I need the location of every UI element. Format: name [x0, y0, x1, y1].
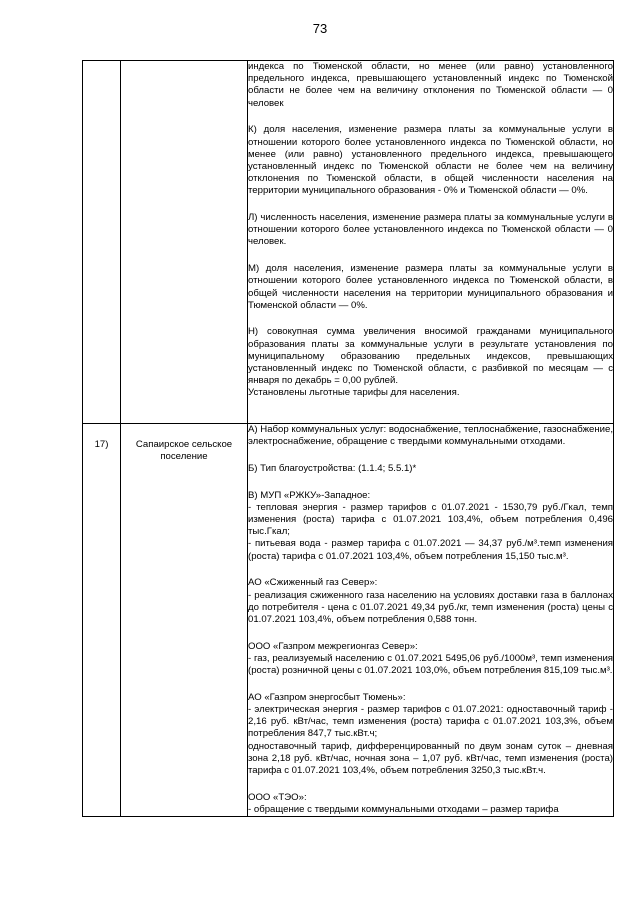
text-line: Б) Тип благоустройства: (1.1.4; 5.5.1)*: [248, 462, 417, 474]
text-line: - питьевая вода - размер тарифа с 01.07.2021 — 34,37 руб./м³.темп изменения (роста) тарифа с 01.07.2021 103,4%, объем потребления 15,150 тыс.м³.: [248, 538, 613, 562]
provider-block-rzhku: [248, 490, 613, 563]
text-line: - тепловая энергия - размер тарифов с 01.07.2021 - 1530,79 руб./Гкал, темп изменения (роста) тарифа с 01.07.2021 103,4%, объем потребления 0,496 тыс.Гкал;: [248, 501, 613, 538]
text-line: - обращение с твердыми коммунальными отходами – размер тарифа: [248, 803, 559, 815]
text-line: - электрическая энергия - размер тарифов с 01.07.2021: одноставочный тариф - 2,16 руб. кВт/час, темп изменения (роста) тарифа с 01.07.2021 103,3%, объем потребления 847,7 тыс.кВт.ч;: [248, 703, 613, 740]
text-line: - реализация сжиженного газа населению на условиях доставки газа в баллонах до потребителя - цена с 01.07.2021 49,34 руб./кг, темп изменения (роста) цены с 01.07.2021 103,4%, объем потребления 0,588 тонн.: [248, 589, 613, 625]
row-number: 17): [94, 439, 109, 450]
settlement-name: Сапаирское сельское поселение: [135, 439, 233, 463]
provider-name: АО «Сжиженный газ Север»:: [248, 577, 378, 589]
text-line: - газ, реализуемый населению с 01.07.2021 5495,06 руб./1000м³, темп изменения (роста) розничной цены с 01.07.2021 103,0%, объем потребления 815,109 тыс.м³.: [248, 652, 613, 677]
row-content-cell: [248, 424, 614, 817]
text-line: одноставочный тариф, дифференцированный по двум зонам суток – дневная зона 2,18 руб. кВт/час, ночная зона – 1,07 руб. кВт/час, темп изменения (роста) тарифа с 01.07.2021 103,4%, объем потребления 3250,3 тыс.кВт.ч.: [248, 740, 613, 776]
paragraph-m: М) доля населения, изменение размера платы за коммунальные услуги в отношении которого более установленного индекса по Тюменской области, в общей численности населения на территории муниципального образования и Тюменской области — 0%.: [248, 263, 613, 311]
settlement-name-cell: [121, 61, 248, 424]
table-row: [83, 61, 614, 424]
provider-block-electricity: [248, 692, 613, 777]
provider-block-lpg: [248, 577, 613, 626]
paragraph-l: Л) численность населения, изменение размера платы за коммунальные услуги в отношении которого более установленного индекса по Тюменской области — 0 человек.: [248, 212, 613, 248]
text-line: А) Набор коммунальных услуг: водоснабжение, теплоснабжение, газоснабжение, электроснабжение, обращение с твердыми коммунальными отходами.: [248, 424, 613, 448]
provider-name: ООО «Газпром межрегионгаз Север»:: [248, 640, 418, 652]
paragraph: индекса по Тюменской области, но менее (или равно) установленного предельного индекса, превышающего установленный индекс по Тюменской области не более чем на величину отклонения по Тюменской области — 0 человек: [248, 61, 613, 109]
provider-block-gas: [248, 641, 613, 678]
table-row: [83, 424, 614, 817]
benefit-tariffs-note: Установлены льготные тарифы для населения.: [248, 387, 460, 399]
services-set-block: [248, 424, 613, 448]
provider-name: АО «Газпром энергосбыт Тюмень»:: [248, 691, 406, 703]
row-content-cell: [248, 61, 614, 424]
provider-name: ООО «ТЭО»:: [248, 791, 307, 803]
paragraph-n: Н) совокупная сумма увеличения вносимой гражданами муниципального образования платы за коммунальные услуги в результате установления по муниципальному образованию предельных индексов, превышающих установленный индекс по Тюменской области, с разбивкой по месяцам — с января по декабрь = 0,00 рублей.: [248, 326, 613, 387]
settlement-name-cell: [121, 424, 248, 817]
row-number-cell: [83, 61, 121, 424]
row-number-cell: [83, 424, 121, 817]
paragraph-k: К) доля населения, изменение размера платы за коммунальные услуги в отношении которого более установленного индекса по Тюменской области, но менее (или равно) установленного предельного индекса, превышающего установленный индекс по Тюменской области не более чем на величину отклонения по Тюменской области, в общей численности населения на территории муниципального образования - 0% и Тюменской области — 0%.: [248, 124, 613, 197]
provider-name: В) МУП «РЖКУ»-Западное:: [248, 489, 371, 501]
page-number: 73: [312, 21, 328, 36]
provider-block-teo: [248, 792, 613, 816]
tariff-table: [82, 60, 614, 817]
improvement-type-block: [248, 463, 613, 475]
